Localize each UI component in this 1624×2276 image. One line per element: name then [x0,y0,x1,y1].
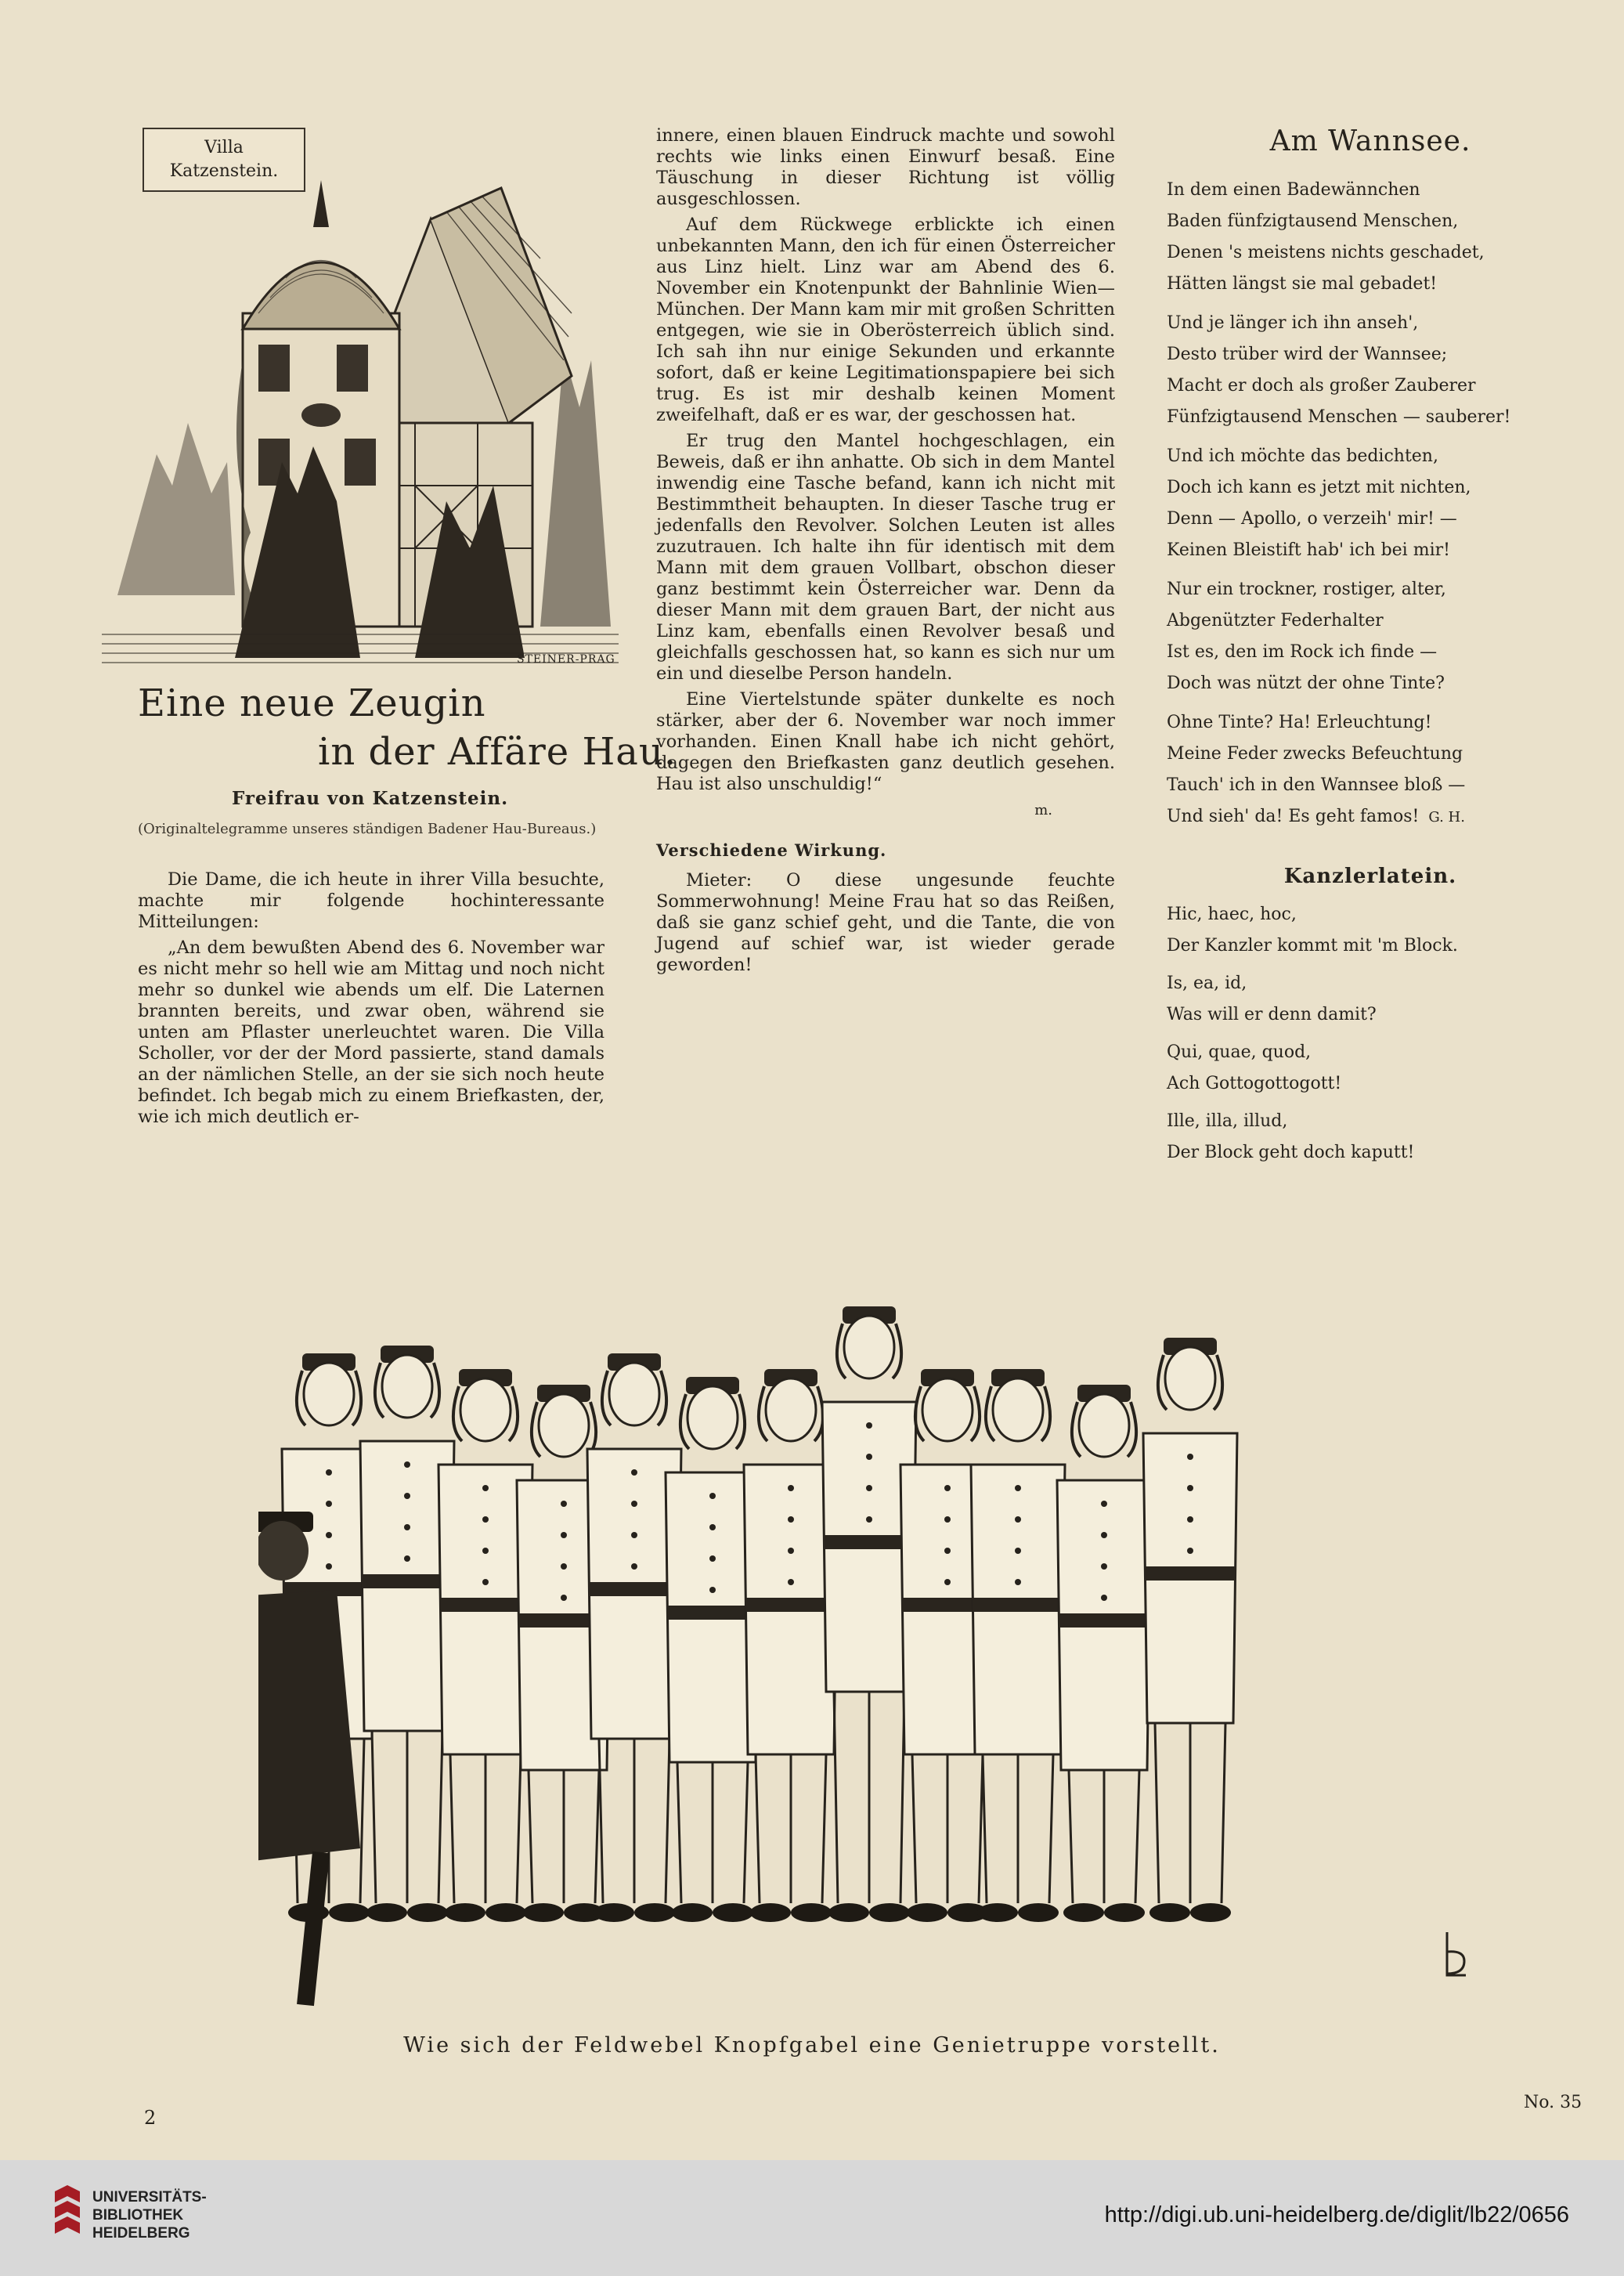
poem-line: Denen 's meistens nichts geschadet, [1167,243,1485,262]
col2-paragraph-4: Eine Viertelstunde später dunkelte es noch stärker, aber der 6. November war noch immer vorhanden. Einen Knall habe ich nicht gehört, dagegen den Briefkasten ganz deutlich gesehen. Hau ist also unschuldig!“ [656,689,1115,794]
latin-line: Qui, quae, quod, [1167,1042,1312,1062]
poem-line: Meine Feder zwecks Befeuchtung [1167,744,1463,764]
poem-stanza [1167,707,1574,833]
soldier-figure [1143,1338,1237,1922]
col2-paragraph-2: Auf dem Rückwege erblickte ich einen unbekannten Mann, den ich für einen Österreicher aus Linz hielt. Linz war am Abend des 6. November ein Knotenpunkt der Bahnlinie Wien—München. Der Mann kam mir mit großen Schritten entgegen, wie sie in Oberösterreich üblich sind. Ich sah ihn nur einige Sekunden und erkannte sofort, daß er keine Legitimationspapiere bei sich trug. Es ist mir deshalb keinen Moment zweifelhaft, daß er es war, der geschossen hat. [656,215,1115,425]
latin-line: Hic, haec, hoc, [1167,905,1297,924]
villa-label-box [143,128,305,192]
poem-line: Tauch' ich in den Wannsee bloß — [1167,775,1466,795]
latin-line: Is, ea, id, [1167,974,1247,993]
poem-line: Fünfzigtausend Menschen — sauberer! [1167,407,1511,427]
poem-line: Und ich möchte das bedichten, [1167,446,1438,466]
short-piece-heading: Verschiedene Wirkung. [656,840,887,860]
col2-paragraph-3: Er trug den Mantel hochgeschlagen, ein Beweis, daß er ihn anhatte. Ob sich in dem Mantel inwendig eine Tasche befand, kann ich nicht mit Bestimmtheit behaupten. In dieser Tasche trug er jedenfalls den Revolver. Solchen Leuten ist alles zuzutrauen. Ich halte ihn für identisch mit dem Mann mit dem grauen Vollbart, obschon dieser ganz bestimmt kein Österreicher war. Denn da dieser Mann mit dem grauen Bart, der nicht aus Linz kam, ebenfalls einen Revolver besaß und gleichfalls geschossen hat, so kann es sich nur um ein und dieselbe Person handeln. [656,431,1115,684]
poem-line: Doch was nützt der ohne Tinte? [1167,674,1445,693]
article-title-line2: in der Affäre Hau. [318,730,677,774]
poem-line [1167,801,1574,833]
poem-line: Abgenützter Federhalter [1167,611,1384,630]
poem-stanza [1167,308,1574,433]
latin-pair [1167,968,1574,1031]
villa-label-line1: Villa [204,138,244,157]
latin-pair [1167,1106,1574,1169]
article-origin: (Originaltelegramme unseres ständigen Badener Hau-Bureaus.) [138,821,597,837]
poem-line: Ohne Tinte? Ha! Erleuchtung! [1167,713,1432,732]
page-number: 2 [144,2107,157,2129]
latin-line: Der Kanzler kommt mit 'm Block. [1167,936,1458,956]
col2-paragraph-1: innere, einen blauen Eindruck machte und sowohl rechts wie links einen Einwurf besaß. Eine Täuschung in dieser Richtung ist völlig ausgeschlossen. [656,125,1115,209]
latin-title: Kanzlerlatein. [1283,865,1457,888]
latin-pair [1167,899,1574,962]
article-title-line1: Eine neue Zeugin [138,681,486,725]
latin-line: Ach Gottogottogott! [1167,1074,1342,1093]
poem-line: In dem einen Badewännchen [1167,180,1420,200]
university-logo-icon [52,2184,83,2246]
poem-line: Ist es, den im Rock ich finde — [1167,642,1438,662]
column-2 [656,125,1115,981]
poem-line: Macht er doch als großer Zauberer [1167,376,1476,396]
latin-line: Was will er denn damit? [1167,1005,1377,1024]
institution-line1: UNIVERSITÄTS- [92,2189,207,2206]
poem-stanza [1167,441,1574,566]
latin-line: Der Block geht doch kaputt! [1167,1143,1415,1162]
institution-name [92,2188,207,2242]
column-1 [138,869,604,1133]
poem-signature: G. H. [1428,809,1465,826]
article-byline: Freifrau von Katzenstein. [232,788,509,809]
poem-line: Desto trüber wird der Wannsee; [1167,345,1448,364]
latin-line: Ille, illa, illud, [1167,1111,1288,1131]
soldiers-cartoon [258,1222,1433,2013]
institution-line3: HEIDELBERG [92,2225,190,2242]
poem-last-line: Und sieh' da! Es geht famos! [1167,807,1420,826]
issue-number: No. 35 [1524,2093,1582,2112]
poem-line: Hätten längst sie mal gebadet! [1167,274,1438,294]
illustration-signature: STEINER-PRAG [517,653,615,666]
poem-line: Doch ich kann es jetzt mit nichten, [1167,478,1471,497]
poem-line: Denn — Apollo, o verzeih' mir! — [1167,509,1457,529]
short-piece-text: Mieter: O diese ungesunde feuchte Sommerwohnung! Meine Frau hat so das Reißen, daß sie ganz schief geht, und die Tante, die von Jugend auf schief war, ist wieder gerade geworden! [656,870,1115,975]
poem-title: Am Wannsee. [1269,125,1471,157]
col1-paragraph-1: Die Dame, die ich heute in ihrer Villa besuchte, machte mir folgende hochinteressante Mitteilungen: [138,869,604,932]
poem-stanza [1167,175,1574,300]
poem-line: Keinen Bleistift hab' ich bei mir! [1167,540,1450,560]
institution-line2: BIBLIOTHEK [92,2207,184,2224]
col1-paragraph-2: „An dem bewußten Abend des 6. November war es nicht mehr so hell wie am Mittag und noch nicht mehr so dunkel wie abends um elf. Die Laternen brannten bereits, und zwar oben, während sie unten am Pflaster unerleuchtet waren. Die Villa Scholler, vor der der Mord passierte, stand damals an der nämlichen Stelle, an der sie sich noch heute befindet. Ich begab mich zu einem Briefkasten, der, wie ich mich deutlich er- [138,937,604,1127]
artist-monogram [1441,1928,1472,1983]
poem-line: Nur ein trockner, rostiger, alter, [1167,580,1446,599]
column-3 [1167,125,1574,1175]
poem-stanza [1167,574,1574,699]
soldier-figure [1057,1385,1151,1922]
villa-label-line2: Katzenstein. [169,161,279,181]
author-mark: m. [1034,802,1052,818]
poem-line: Baden fünfzigtausend Menschen, [1167,211,1459,231]
source-url-link[interactable]: http://digi.ub.uni-heidelberg.de/diglit/lb22/0656 [1104,2202,1569,2227]
villa-illustration [102,125,619,666]
latin-pair [1167,1037,1574,1100]
soldier-figure [971,1369,1065,1922]
poem-line: Und je länger ich ihn anseh', [1167,313,1419,333]
library-footer [0,2160,1624,2276]
cartoon-caption: Wie sich der Feldwebel Knopfgabel eine Genietruppe vorstellt. [403,2033,1221,2057]
